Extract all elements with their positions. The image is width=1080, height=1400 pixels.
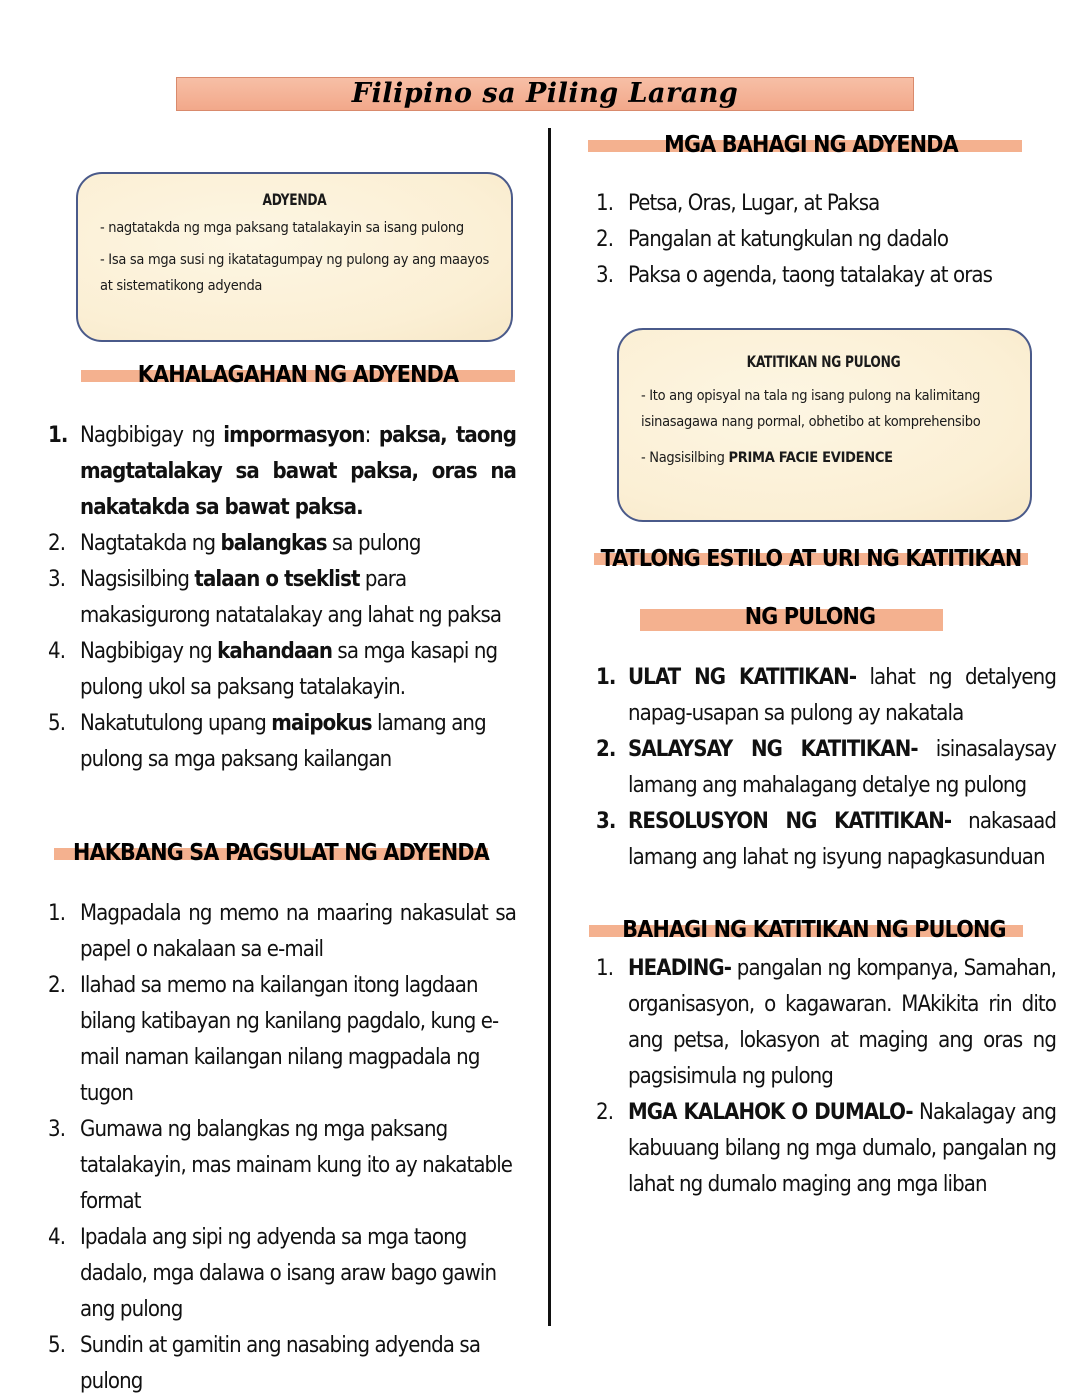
hakbang-list (48, 896, 516, 1400)
hakbang-heading: HAKBANG SA PAGSULAT NG ADYENDA (73, 840, 489, 866)
katitikan-card-title: KATITIKAN NG PULONG (746, 352, 901, 371)
bahagi-adyenda-heading: MGA BAHAGI NG ADYENDA (664, 132, 958, 158)
list-item: 2. Ilahad sa memo na kailangan itong lagdaan bilang katibayan ng kanilang pagdalo, kung e-mail naman kailangan nilang magpadala ng tugon (48, 973, 499, 1106)
list-item: 2. MGA KALAHOK O DUMALO- Nakalagay ang kabuuang bilang ng mga dumalo, pangalan ng lahat ng dumalo maging ang mga liban (596, 1100, 1056, 1197)
document-title: Filipino sa Piling Larang (351, 78, 739, 109)
estilo-heading-line2: NG PULONG (744, 604, 876, 630)
list-item: 1. Magpadala ng memo na maaring nakasulat sa papel o nakalaan sa e-mail (48, 901, 516, 962)
list-item: 1. HEADING- pangalan ng kompanya, Samahan, organisasyon, o kagawaran. MAkikita rin dito ang petsa, lokasyon at maging ang oras ng pagsisimula ng pulong (596, 956, 1056, 1089)
list-item: 4. Ipadala ang sipi ng adyenda sa mga taong dadalo, mga dalawa o isang araw bago gawin ang pulong (48, 1225, 497, 1322)
bahagi-adyenda-list (596, 186, 1036, 294)
list-item: 1. ULAT NG KATITIKAN- lahat ng detalyeng napag-usapan sa pulong ay nakatala (596, 665, 1056, 726)
list-item: 2. Nagtatakda ng balangkas sa pulong (48, 531, 421, 556)
adyenda-card-title: ADYENDA (262, 190, 327, 209)
list-item: 5. Nakatutulong upang maipokus lamang ang pulong sa mga paksang kailangan (48, 711, 486, 772)
bahagi-katitikan-heading: BAHAGI NG KATITIKAN NG PULONG (622, 917, 1006, 943)
adyenda-importance: - Isa sa mga susi ng ikatatagumpay ng pulong ay ang maayos at sistematikong adyenda (100, 252, 489, 294)
list-item: 2. Pangalan at katungkulan ng dadalo (596, 227, 949, 252)
list-item: 3. Gumawa ng balangkas ng mga paksang tatalakayin, mas mainam kung ito ay nakatable format (48, 1117, 513, 1214)
estilo-heading-line1: TATLONG ESTILO AT URI NG KATITIKAN (600, 546, 1022, 572)
list-item: 3. RESOLUSYON NG KATITIKAN- nakasaad lamang ang lahat ng isyung napagkasunduan (596, 809, 1056, 870)
adyenda-definition: - nagtatakda ng mga paksang tatalakayin sa isang pulong (100, 220, 464, 236)
kahalagahan-list (48, 418, 516, 778)
bahagi-katitikan-list (596, 951, 1056, 1203)
document-title-bar (176, 77, 914, 111)
list-item: 2. SALAYSAY NG KATITIKAN- isinasalaysay lamang ang mahalagang detalye ng pulong (596, 737, 1056, 798)
katitikan-card (617, 328, 1032, 522)
estilo-list (596, 660, 1056, 876)
list-item: 1. Nagbibigay ng impormasyon: paksa, taong magtatalakay sa bawat paksa, oras na nakatakda sa bawat paksa. (48, 423, 517, 520)
list-item: 1. Petsa, Oras, Lugar, at Paksa (596, 191, 880, 216)
katitikan-definition: - Ito ang opisyal na tala ng isang pulong na kalimitang isinasagawa nang pormal, obhetibo at komprehensibo (641, 388, 981, 430)
column-divider (548, 128, 551, 1326)
list-item: 4. Nagbibigay ng kahandaan sa mga kasapi ng pulong ukol sa paksang tatalakayin. (48, 639, 498, 700)
adyenda-card (76, 172, 513, 342)
list-item: 3. Paksa o agenda, taong tatalakay at oras (596, 263, 993, 288)
list-item: 5. Sundin at gamitin ang nasabing adyenda sa pulong (48, 1333, 481, 1394)
katitikan-evidence: - Nagsisilbing PRIMA FACIE EVIDENCE (641, 450, 893, 466)
list-item: 3. Nagsisilbing talaan o tseklist para makasigurong natatalakay ang lahat ng paksa (48, 567, 502, 628)
kahalagahan-heading: KAHALAGAHAN NG ADYENDA (137, 362, 459, 388)
